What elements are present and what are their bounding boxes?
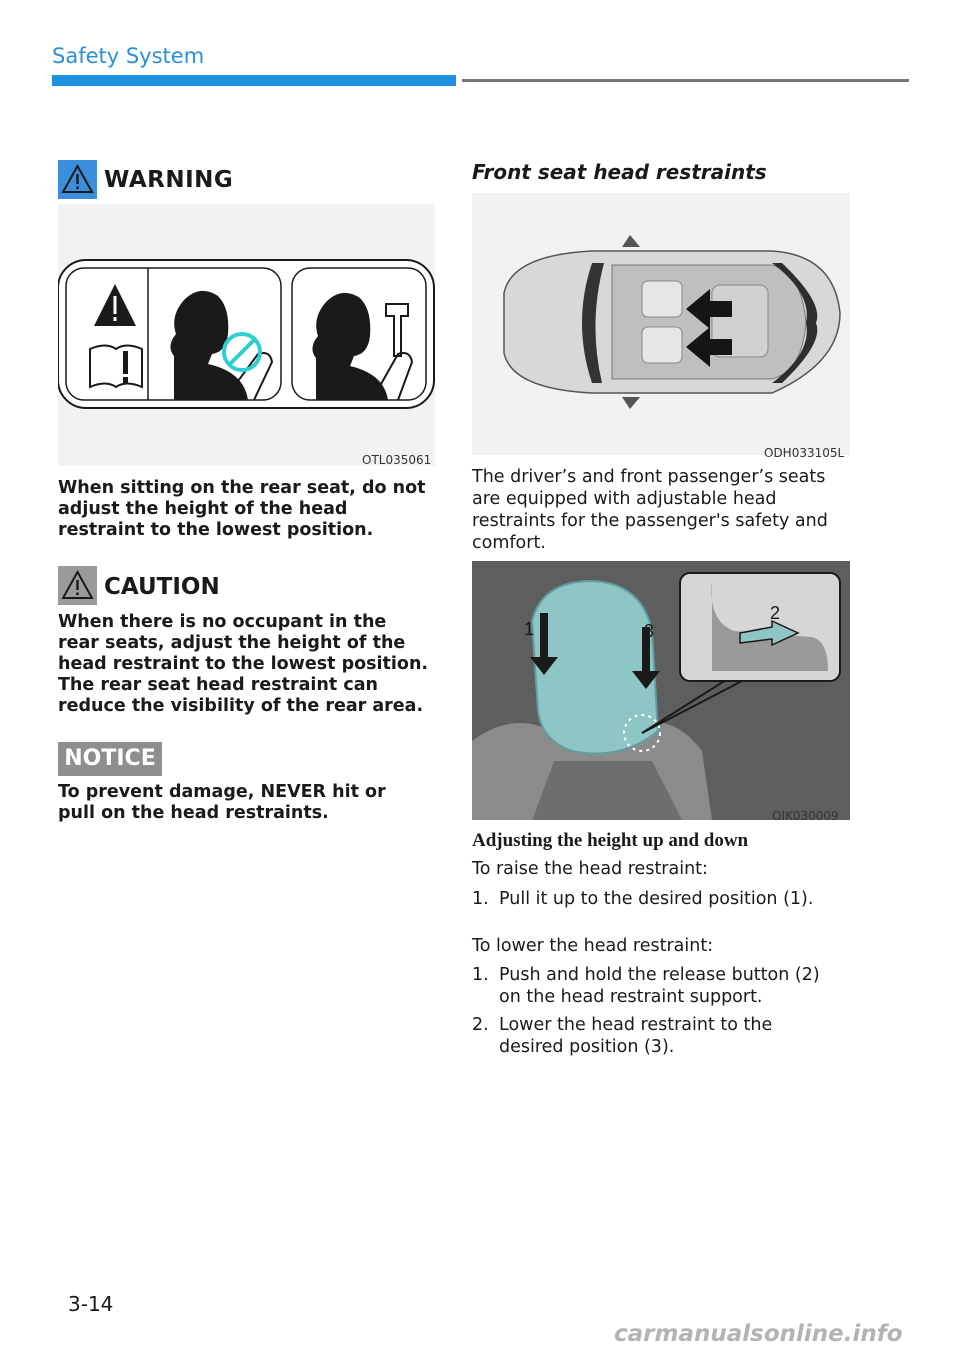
car-figure-code: ODH033105L [764, 446, 845, 460]
page-number: 3-14 [68, 1292, 114, 1316]
lower-intro: To lower the head restraint: [472, 936, 714, 956]
lower-step-1 [472, 964, 852, 1008]
figure-label-3: 3 [644, 621, 655, 641]
warning-text: When sitting on the rear seat, do not adjust the height of the head restraint to the lowest position. [58, 478, 426, 540]
figure-label-2: 2 [770, 603, 781, 623]
front-head-restraints-heading: Front seat head restraints [472, 160, 767, 184]
watermark-text: carmanualsonline.info [614, 1321, 903, 1347]
raise-step-1 [472, 888, 852, 910]
car-top-view-figure [472, 193, 850, 455]
car-top-view-illustration [472, 193, 850, 455]
caution-label: CAUTION [104, 574, 220, 600]
section-title: Safety System [52, 44, 205, 68]
notice-text: To prevent damage, NEVER hit or pull on the head restraints. [58, 782, 386, 823]
warning-figure [58, 204, 435, 466]
warning-label: WARNING [104, 167, 234, 193]
seat-adjust-illustration [472, 561, 850, 820]
lower-step-2-num: 2. [472, 1015, 489, 1035]
header-accent-bar [52, 75, 456, 86]
lower-step-1-text: Push and hold the release button (2) on the head restraint support. [499, 965, 820, 1007]
lower-step-1-num: 1. [472, 965, 489, 985]
caution-icon [58, 566, 97, 605]
warning-figure-code: OTL035061 [362, 453, 432, 467]
header-rule [462, 79, 909, 82]
notice-label: NOTICE [58, 742, 162, 776]
seat-adjust-figure [472, 561, 850, 820]
adjust-height-subheading: Adjusting the height up and down [472, 830, 749, 851]
raise-step-1-text: Pull it up to the desired position (1). [499, 889, 814, 909]
head-restraint-warning-illustration [58, 204, 435, 466]
warning-icon [58, 160, 97, 199]
raise-intro: To raise the head restraint: [472, 859, 708, 879]
caution-text: When there is no occupant in the rear seats, adjust the height of the head restraint to the lowest position. The rear seat head restraint can reduce the visibility of the rear area. [58, 612, 429, 716]
front-intro-text: The driver’s and front passenger’s seats are equipped with adjustable head restraints for the passenger's safety and comfort. [472, 467, 828, 553]
lower-step-2 [472, 1014, 852, 1058]
seat-figure-code: OIK030009 [772, 809, 839, 823]
raise-step-1-num: 1. [472, 889, 489, 909]
lower-step-2-text: Lower the head restraint to the desired position (3). [499, 1015, 773, 1057]
figure-label-1: 1 [524, 619, 535, 639]
